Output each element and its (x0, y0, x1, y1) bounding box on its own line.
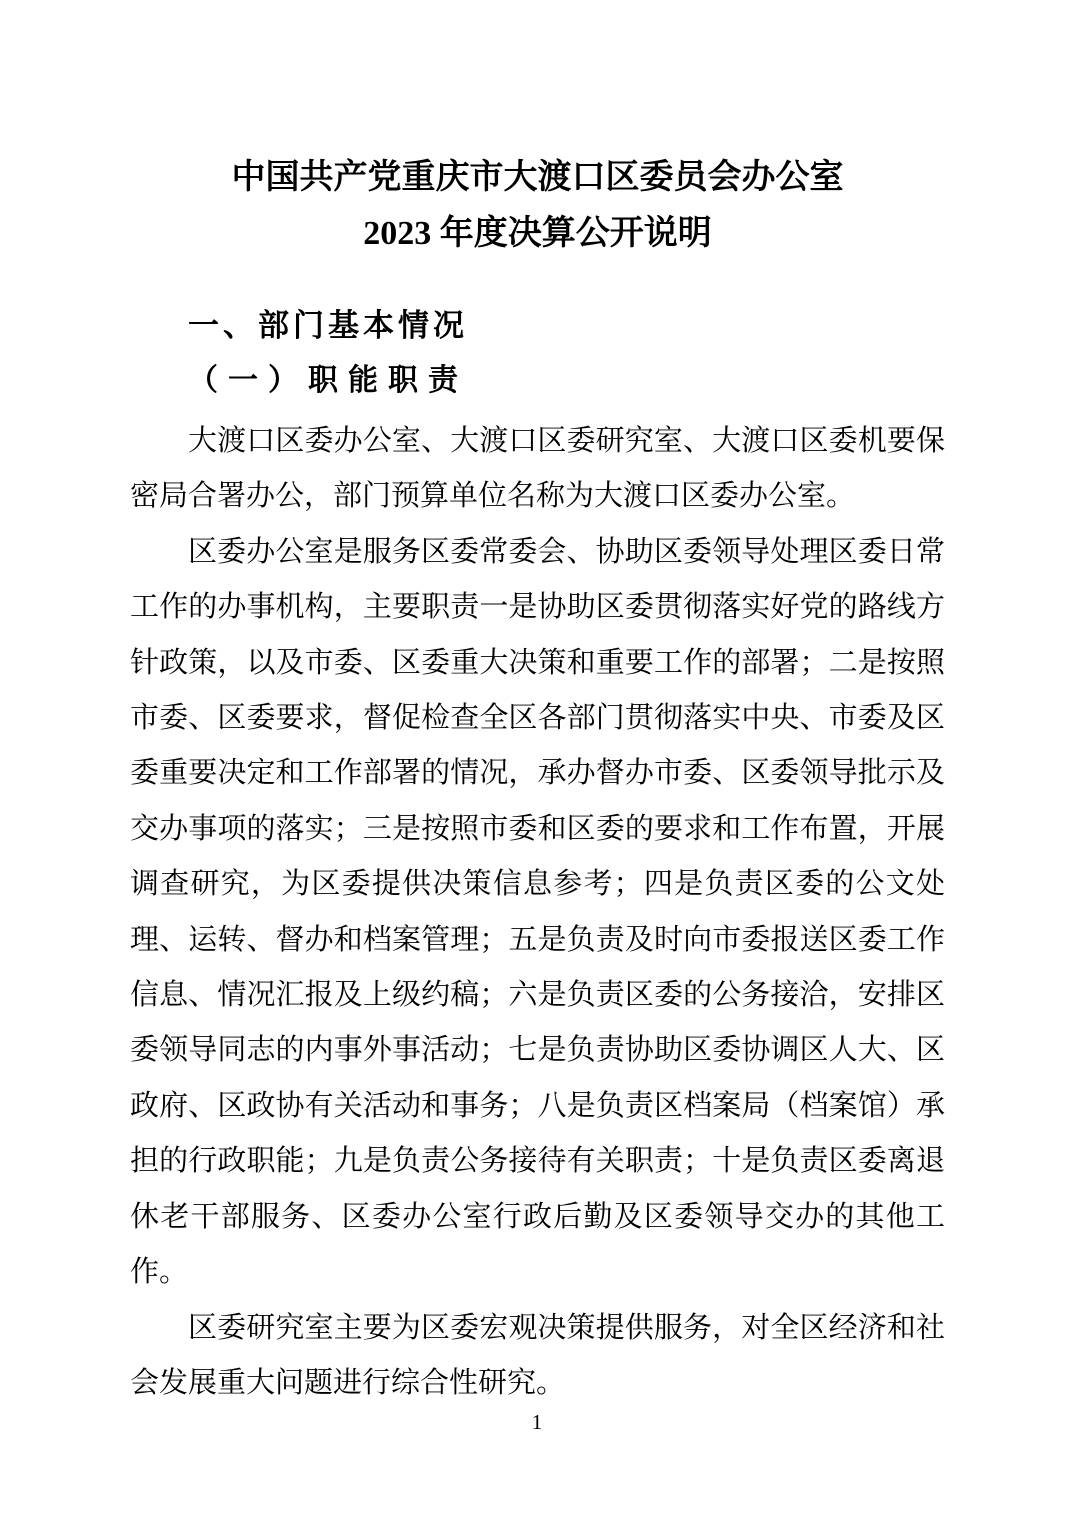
subsection-heading-duties: （一）职能职责 (188, 364, 468, 397)
body-paragraph: 区委研究室主要为区委宏观决策提供服务，对全区经济和社会发展重大问题进行综合性研究。 (130, 1311, 945, 1399)
section-heading-basic-info: 一、部门基本情况 (188, 308, 468, 343)
page-number: 1 (531, 1410, 543, 1434)
document-content (130, 150, 945, 1411)
document-title-line1: 中国共产党重庆市大渡口区委员会办公室 (231, 159, 844, 196)
document-title (130, 150, 945, 262)
body-paragraph: 大渡口区委办公室、大渡口区委研究室、大渡口区委机要保密局合署办公，部门预算单位名称为大渡口区委办公室。 (130, 425, 945, 513)
document-title-line2: 2023 年度决算公开说明 (363, 215, 712, 252)
body-paragraph: 区委办公室是服务区委常委会、协助区委领导处理区委日常工作的办事机构，主要职责一是协助区委贯彻落实好党的路线方针政策，以及市委、区委重大决策和重要工作的部署；二是按照市委、区委要求，督促检查全区各部门贯彻落实中央、市委及区委重要决定和工作部署的情况，承办督办市委、区委领导批示及交办事项的落实；三是按照市委和区委的要求和工作布置，开展调查研究，为区委提供决策信息参考；四是负责区委的公文处理、运转、督办和档案管理；五是负责及时向市委报送区委工作信息、情况汇报及上级约稿；六是负责区委的公务接洽，安排区委领导同志的内事外事活动；七是负责协助区委协调区人大、区政府、区政协有关活动和事务；八是负责区档案局（档案馆）承担的行政职能；九是负责公务接待有关职责；十是负责区委离退休老干部服务、区委办公室行政后勤及区委领导交办的其他工作。 (130, 535, 945, 1289)
body-text (130, 414, 945, 1411)
